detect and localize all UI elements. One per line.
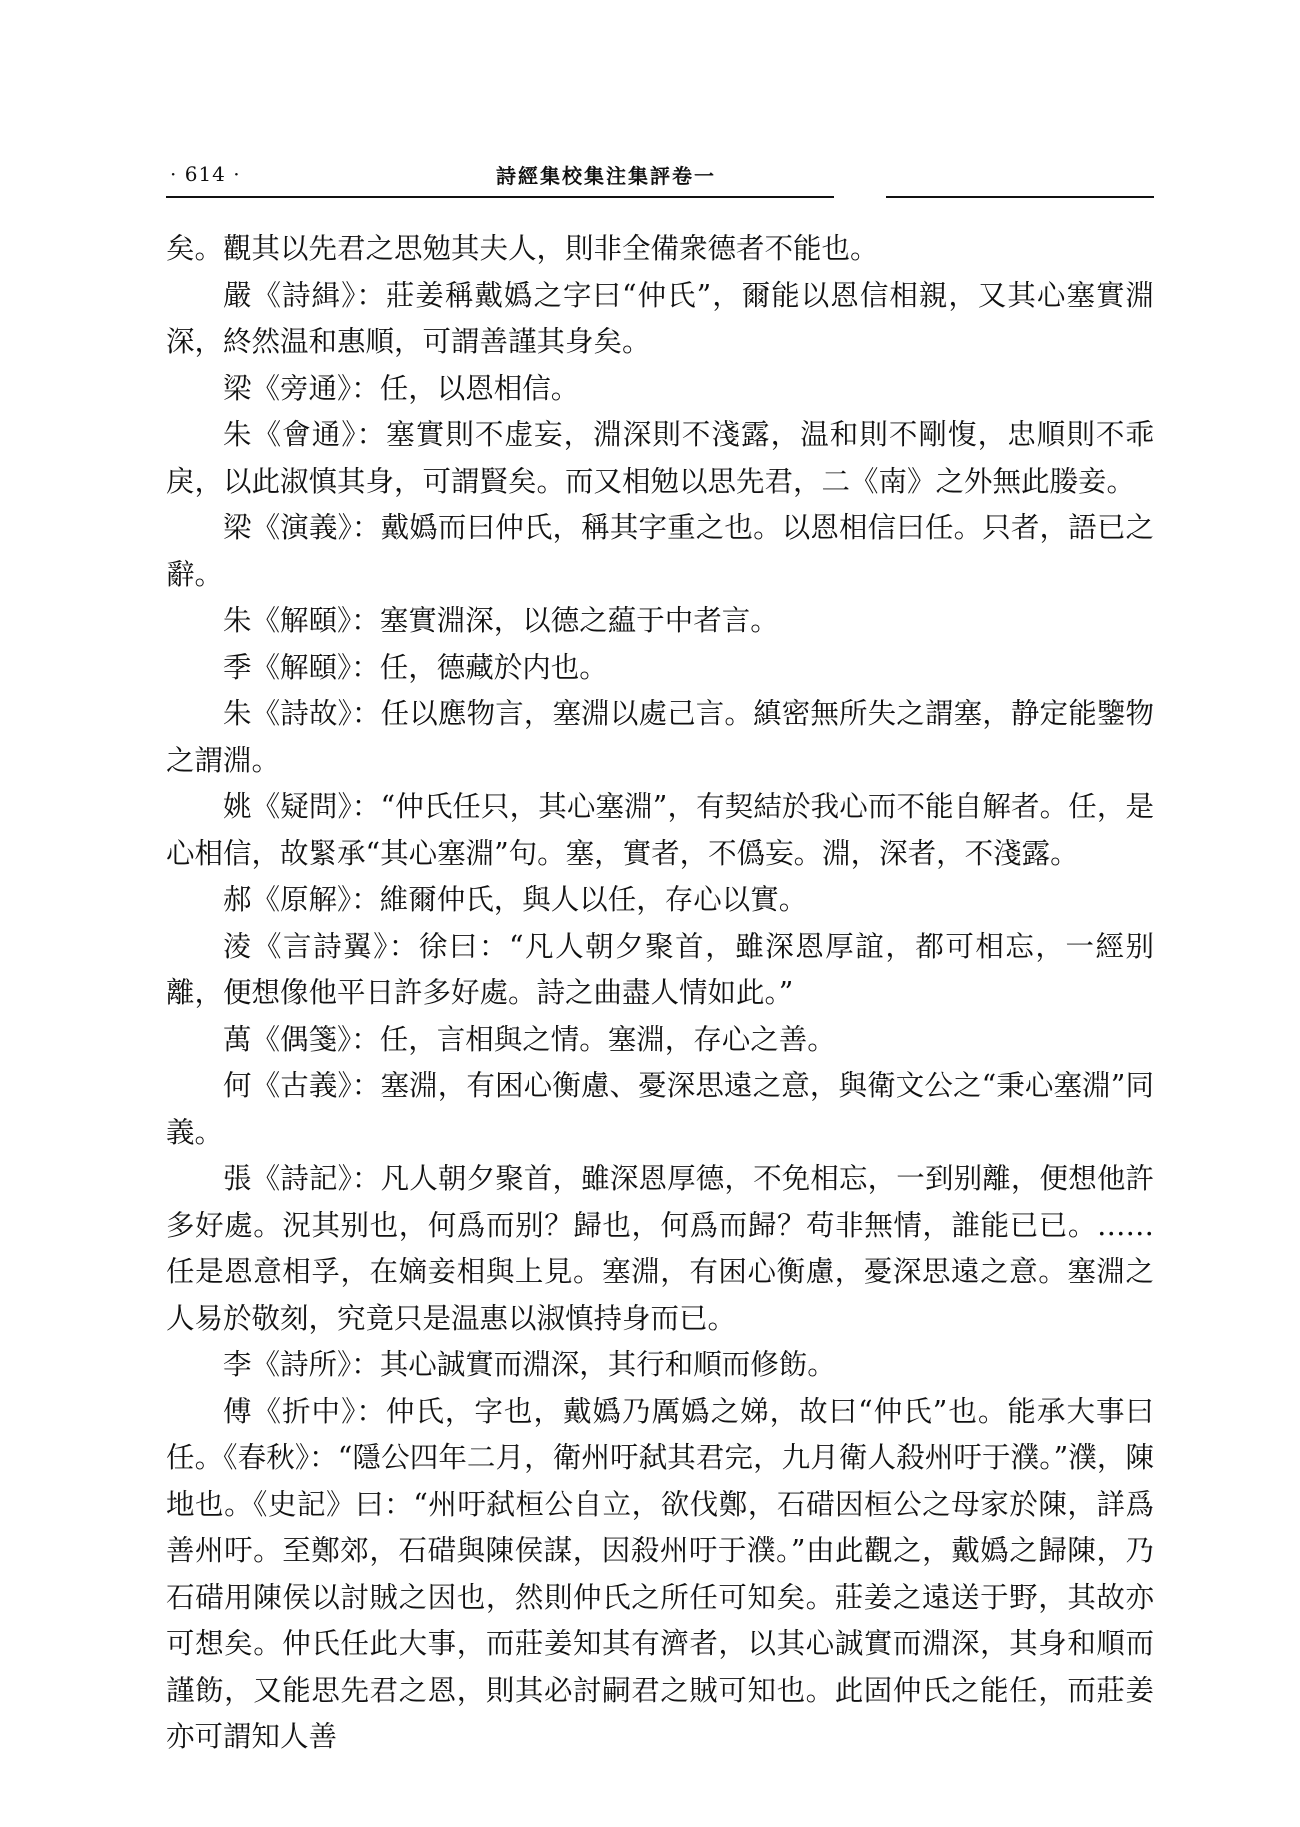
paragraph: 季《解頤》：任，德藏於内也。 (223, 650, 608, 684)
paragraph: 張《詩記》：凡人朝夕聚首，雖深恩厚德，不免相忘，一到别離，便想他許多好處。況其别也，何爲而别？歸也，何爲而歸？苟非無情，誰能已已。……任是恩意相孚，在嫡妾相與上見。塞淵，有困心衡慮，憂深思遠之意。塞淵之人易於敬刻，究竟只是温惠以淑慎持身而已。 (166, 1162, 1154, 1335)
paragraph: 梁《旁通》：任，以恩相信。 (223, 371, 580, 405)
header-rule-right (886, 196, 1154, 198)
body-text (166, 226, 1154, 1761)
paragraph: 矣。觀其以先君之思勉其夫人，則非全備衆德者不能也。 (166, 232, 879, 265)
page-header (166, 158, 1154, 198)
running-title: 詩經集校集注集評卷一 (496, 164, 716, 188)
paragraph: 傅《折中》：仲氏，字也，戴嬀乃厲嬀之娣，故曰“仲氏”也。能承大事曰任。《春秋》：“隱公四年二月，衛州吁弑其君完，九月衛人殺州吁于濮。”濮，陳地也。《史記》曰：“州吁弑桓公自立，欲伐鄭，石碏因桓公之母家於陳，詳爲善州吁。至鄭郊，石碏與陳侯謀，因殺州吁于濮。”由此觀之，戴嬀之歸陳，乃石碏用陳侯以討賊之因也，然則仲氏之所任可知矣。莊姜之遠送于野，其故亦可想矣。仲氏任此大事，而莊姜知其有濟者，以其心誠實而淵深，其身和順而謹飭，又能思先君之恩，則其必討嗣君之賊可知也。此固仲氏之能任，而莊姜亦可謂知人善 (166, 1394, 1154, 1753)
paragraph: 朱《詩故》：任以應物言，塞淵以處己言。縝密無所失之謂塞，静定能鑒物之謂淵。 (166, 697, 1154, 777)
paragraph: 朱《會通》：塞實則不虚妄，淵深則不淺露，温和則不剛愎，忠順則不乖戾，以此淑慎其身，可謂賢矣。而又相勉以思先君，二《南》之外無此媵妾。 (166, 418, 1154, 498)
page-number: · 614 · (170, 162, 241, 186)
paragraph: 李《詩所》：其心誠實而淵深，其行和順而修飭。 (223, 1348, 836, 1381)
paragraph: 姚《疑問》：“仲氏任只，其心塞淵”，有契結於我心而不能自解者。任，是心相信，故緊承“其心塞淵”句。塞，實者，不僞妄。淵，深者，不淺露。 (166, 790, 1154, 870)
paragraph: 嚴《詩緝》：莊姜稱戴嬀之字曰“仲氏”，爾能以恩信相親，又其心塞實淵深，終然温和惠順，可謂善謹其身矣。 (166, 278, 1154, 358)
paragraph: 郝《原解》：維爾仲氏，與人以任，存心以實。 (223, 883, 808, 916)
paragraph: 朱《解頤》：塞實淵深，以德之藴于中者言。 (223, 604, 779, 637)
paragraph: 梁《演義》：戴嬀而曰仲氏，稱其字重之也。以恩相信曰任。只者，語已之辭。 (166, 511, 1154, 591)
paragraph: 淩《言詩翼》：徐曰：“凡人朝夕聚首，雖深恩厚誼，都可相忘，一經别離，便想像他平日許多好處。詩之曲盡人情如此。” (166, 929, 1154, 1009)
paragraph: 何《古義》：塞淵，有困心衡慮、憂深思遠之意，與衛文公之“秉心塞淵”同義。 (166, 1069, 1154, 1149)
header-rule-left (166, 196, 834, 198)
paragraph: 萬《偶箋》：任，言相與之情。塞淵，存心之善。 (223, 1022, 836, 1056)
